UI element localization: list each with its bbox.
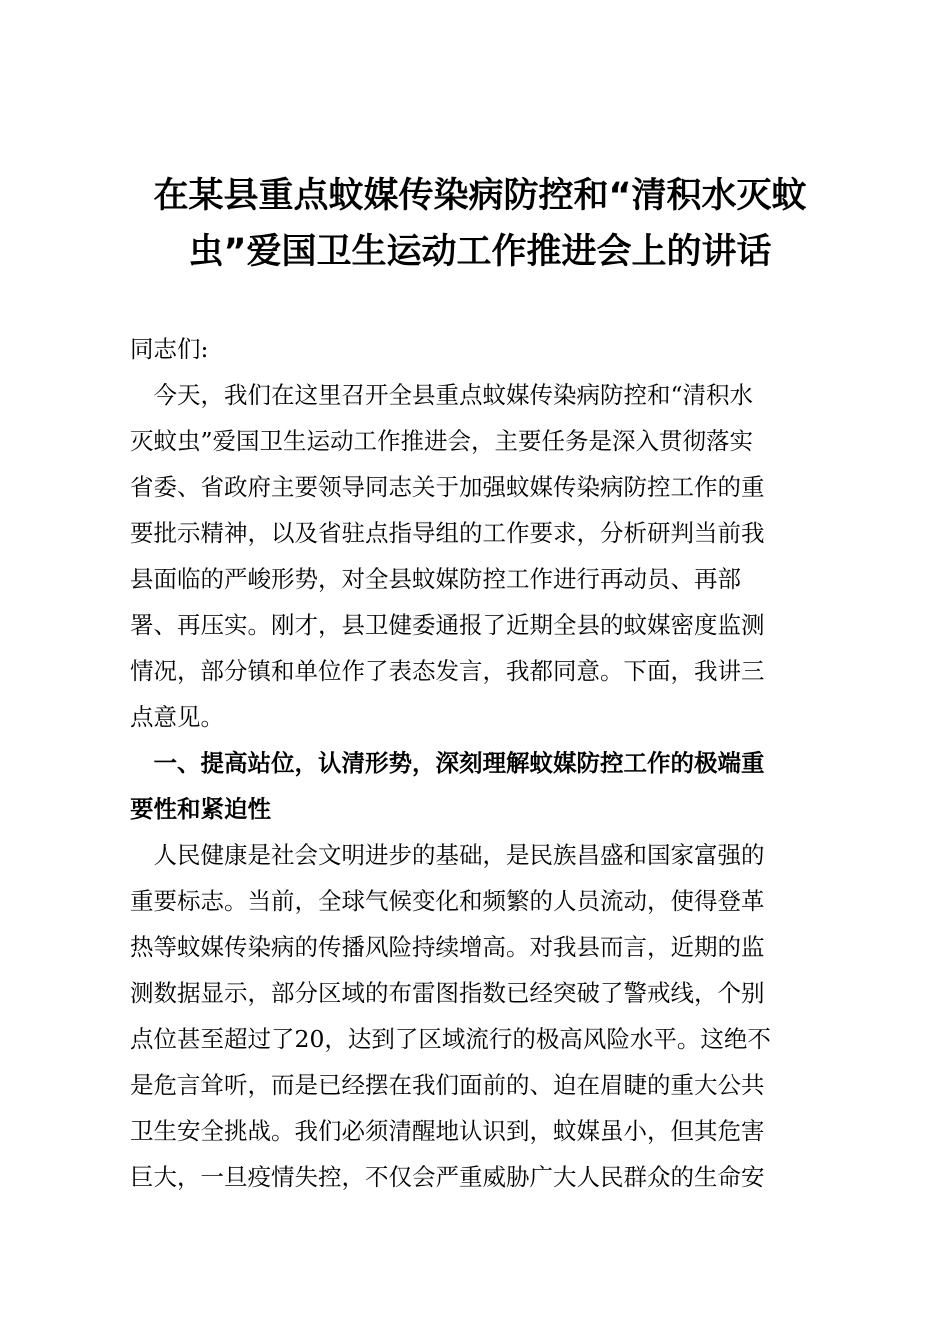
- section-paragraph: [130, 832, 830, 1200]
- paragraph-line: 要批示精神，以及省驻点指导组的工作要求，分析研判当前我: [130, 519, 765, 547]
- paragraph-line: 灭蚊虫”爱国卫生运动工作推进会，主要任务是深入贯彻落实: [130, 427, 754, 455]
- paragraph-line: 人民健康是社会文明进步的基础，是民族昌盛和国家富强的: [130, 841, 765, 869]
- salutation-text: 同志们:: [130, 335, 209, 363]
- section-heading: [130, 740, 830, 832]
- salutation: [130, 326, 830, 372]
- paragraph-line: 县面临的严峻形势，对全县蚊媒防控工作进行再动员、再部: [130, 565, 741, 593]
- paragraph-line: 重要标志。当前，全球气候变化和频繁的人员流动，使得登革: [130, 887, 765, 915]
- paragraph-line: 情况，部分镇和单位作了表态发言，我都同意。下面，我讲三: [130, 657, 765, 685]
- paragraph-line: 巨大，一旦疫情失控，不仅会严重威胁广大人民群众的生命安: [130, 1163, 765, 1191]
- heading-line: 要性和紧迫性: [130, 795, 271, 823]
- paragraph-line: 署、再压实。刚才，县卫健委通报了近期全县的蚊媒密度监测: [130, 611, 765, 639]
- paragraph-line: 省委、省政府主要领导同志关于加强蚊媒传染病防控工作的重: [130, 473, 765, 501]
- title-line: 虫”爱国卫生运动工作推进会上的讲话: [188, 232, 772, 272]
- paragraph-line: 卫生安全挑战。我们必须清醒地认识到，蚊媒虽小，但其危害: [130, 1117, 765, 1145]
- document-title: [130, 168, 830, 280]
- heading-line: 一、提高站位，认清形势，深刻理解蚊媒防控工作的极端重: [130, 749, 765, 777]
- paragraph-line: 测数据显示，部分区域的布雷图指数已经突破了警戒线，个别: [130, 979, 765, 1007]
- paragraph-line: 今天，我们在这里召开全县重点蚊媒传染病防控和“清积水: [130, 381, 754, 409]
- paragraph-line: 点意见。: [130, 703, 224, 731]
- title-line: 在某县重点蚊媒传染病防控和“清积水灭蚊: [153, 176, 807, 216]
- paragraph-line: 点位甚至超过了20，达到了区域流行的极高风险水平。这绝不: [130, 1025, 771, 1053]
- intro-paragraph: [130, 372, 830, 740]
- paragraph-line: 是危言耸听，而是已经摆在我们面前的、迫在眉睫的重大公共: [130, 1071, 765, 1099]
- paragraph-line: 热等蚊媒传染病的传播风险持续增高。对我县而言，近期的监: [130, 933, 765, 961]
